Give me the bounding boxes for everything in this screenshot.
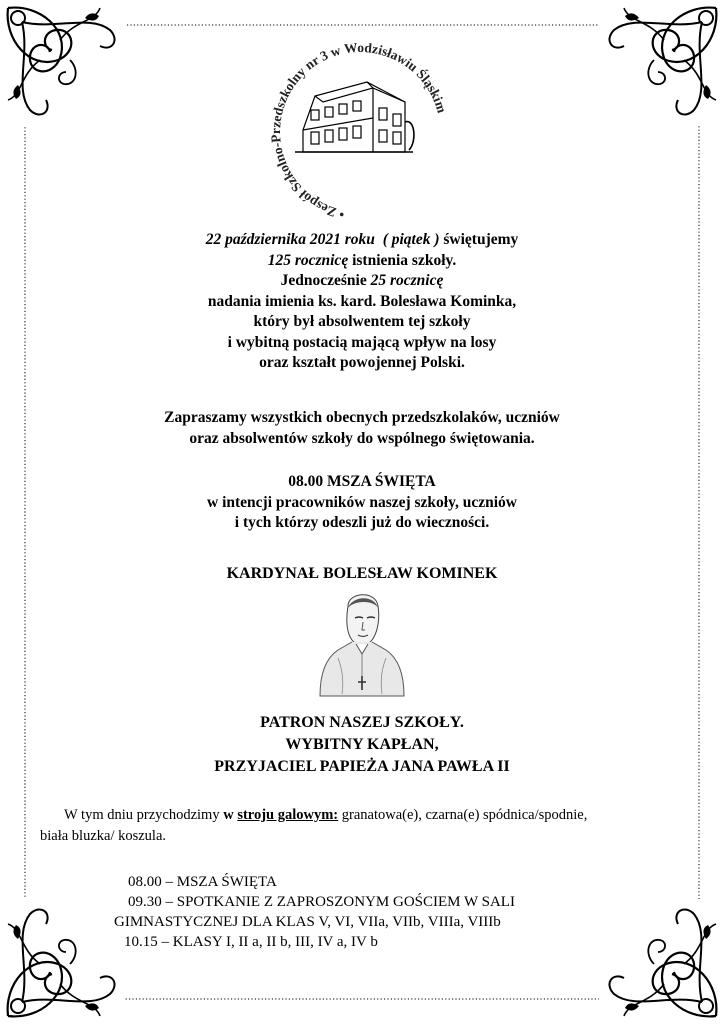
schedule <box>100 872 515 952</box>
schedule-item: 10.15 – KLASY I, II a, II b, III, IV a, IV b <box>124 934 378 950</box>
schedule-item: 09.30 – SPOTKANIE Z ZAPROSZONYM GOŚCIEM W SALI <box>128 894 515 910</box>
intro-line-1: 22 października 2021 roku ( piątek ) świętujemy <box>205 231 519 248</box>
mass-line-2: w intencji pracowników naszej szkoły, uczniów <box>207 493 517 511</box>
schedule-item: 08.00 – MSZA ŚWIĘTA <box>128 874 277 890</box>
patron-line-2: WYBITNY KAPŁAN, <box>285 736 439 753</box>
patron-line-3: PRZYJACIEL PAPIEŻA JANA PAWŁA II <box>214 758 510 775</box>
mass-text <box>0 472 724 534</box>
intro-line-3: Jednocześnie 25 rocznicę <box>280 272 444 289</box>
schedule-item: GIMNASTYCZNEJ DLA KLAS V, VI, VIIa, VIIb, VIIIa, VIIIb <box>114 914 501 930</box>
cardinal-heading: KARDYNAŁ BOLESŁAW KOMINEK <box>226 565 498 582</box>
school-building-icon <box>295 82 414 152</box>
mass-line-3: i tych którzy odeszli już do wieczności. <box>234 514 490 531</box>
intro-line-6: i wybitną postacią mającą wpływ na losy <box>227 333 497 351</box>
invitation-line-1: Zapraszamy wszystkich obecnych przedszkolaków, uczniów <box>164 409 560 426</box>
logo-ring-text: • Zespół Szkolno-Przedszkolny nr 3 w Wodzisławiu Śląskim <box>268 39 450 223</box>
dress-code-intro: W tym dniu przychodzimy <box>64 807 220 823</box>
intro-line-2: 125 rocznicę istnienia szkoły. <box>267 251 457 269</box>
corner-ornament-bottom-right <box>599 899 724 1024</box>
dress-code-emphasis: stroju galowym: <box>237 807 339 823</box>
intro-line-5: który był absolwentem tej szkoły <box>253 313 471 330</box>
dress-code-items-2: biała bluzka/ koszula. <box>40 828 167 844</box>
dress-code-items: granatowa(e), czarna(e) spódnica/spodnie, <box>341 807 588 823</box>
intro-line-4: nadania imienia ks. kard. Bolesława Kominka, <box>207 292 517 310</box>
patron-text <box>0 712 724 778</box>
dress-code-note <box>40 805 690 847</box>
mass-line-1: 08.00 MSZA ŚWIĘTA <box>288 473 436 490</box>
school-logo <box>255 22 465 227</box>
intro-line-7: oraz kształt powojennej Polski. <box>259 354 465 371</box>
corner-ornament-top-right <box>599 0 724 125</box>
corner-ornament-top-left <box>0 0 125 125</box>
invitation-text <box>0 408 724 449</box>
invitation-line-2: oraz absolwentów szkoły do wspólnego świętowania. <box>189 429 535 447</box>
patron-line-1: PATRON NASZEJ SZKOŁY. <box>260 714 464 731</box>
cardinal-portrait <box>318 588 406 698</box>
intro-text <box>0 230 724 374</box>
dress-code-w: w <box>223 807 234 823</box>
